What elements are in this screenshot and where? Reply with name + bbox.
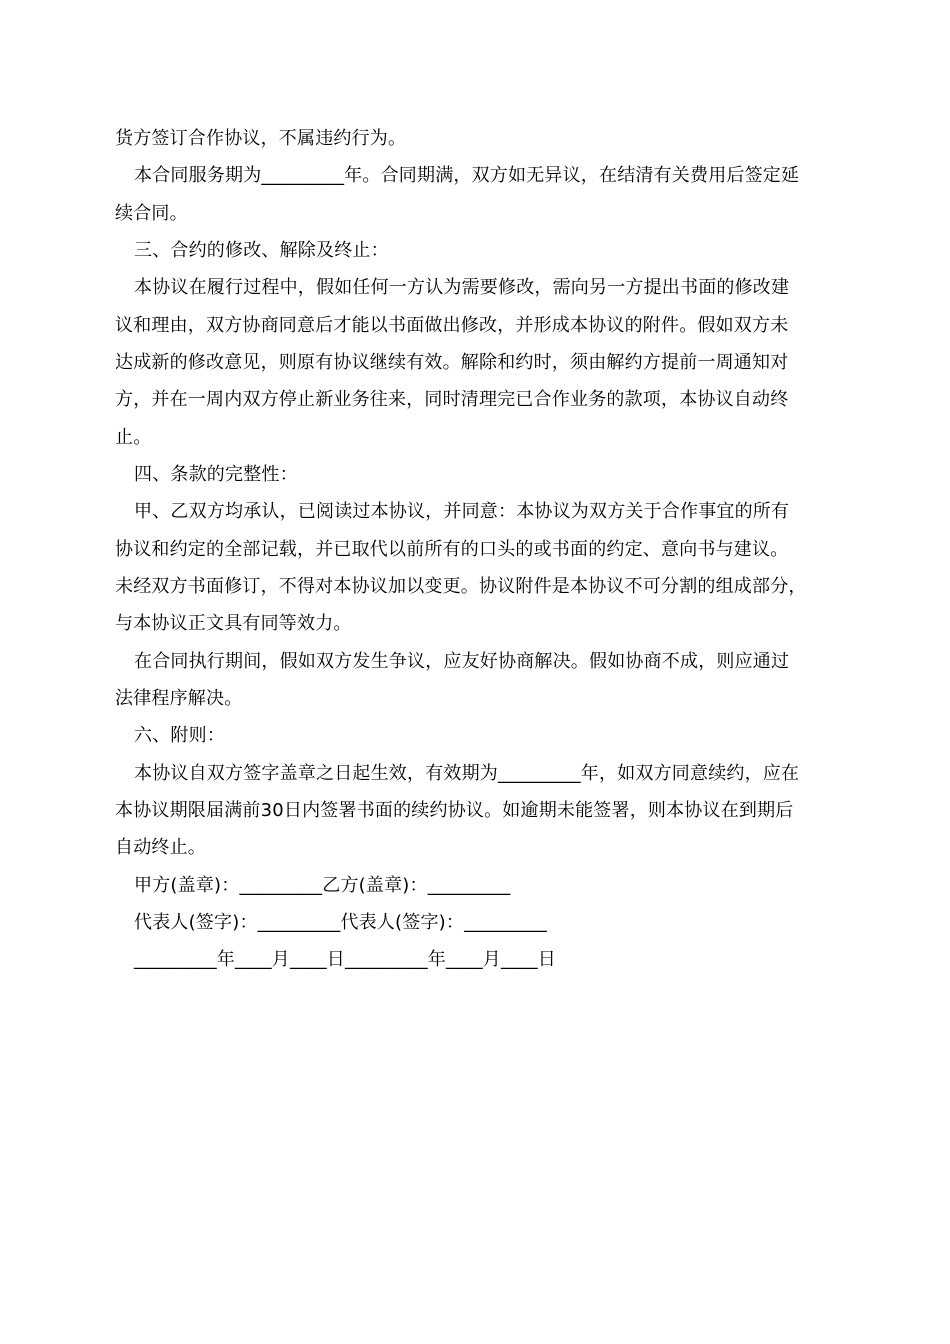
text-line: 协议和约定的全部记载，并已取代以前所有的口头的或书面的约定、意向书与建议。 (115, 539, 789, 560)
text-line: 本协议期限届满前30日内签署书面的续约协议。如逾期未能签署，则本协议在到期后 (115, 800, 794, 821)
section-heading-3: 三、合约的修改、解除及终止： (134, 240, 389, 261)
section-heading-6: 六、附则： (134, 725, 225, 746)
text-line: 未经双方书面修订，不得对本协议加以变更。协议附件是本协议不可分割的组成部分， (115, 576, 807, 597)
validity-term-line: 本协议自双方签字盖章之日起生效，有效期为_________年，如双方同意续约，应在 (134, 763, 800, 784)
text-line: 本协议在履行过程中，假如任何一方认为需要修改，需向另一方提出书面的修改建 (134, 277, 790, 298)
text-line: 货方签订合作协议，不属违约行为。 (115, 128, 407, 149)
text-line: 与本协议正文具有同等效力。 (115, 613, 352, 634)
text-line: 续合同。 (115, 203, 188, 224)
seal-line: 甲方(盖章)：_________乙方(盖章)：_________ (134, 875, 511, 896)
text-line: 自动终止。 (115, 837, 206, 858)
service-term-line: 本合同服务期为_________年。合同期满，双方如无异议，在结清有关费用后签定延 (134, 165, 800, 186)
text-line: 达成新的修改意见，则原有协议继续有效。解除和约时，须由解约方提前一周通知对 (115, 352, 789, 373)
text-line: 止。 (115, 427, 152, 448)
date-line: _________年____月____日_________年____月____日 (134, 949, 556, 970)
text-line: 方，并在一周内双方停止新业务往来，同时清理完已合作业务的款项，本协议自动终 (115, 389, 789, 410)
section-heading-4: 四、条款的完整性： (134, 464, 298, 485)
text-line: 议和理由，双方协商同意后才能以书面做出修改，并形成本协议的附件。假如双方未 (115, 315, 789, 336)
signature-line: 代表人(签字)：_________代表人(签字)：_________ (134, 912, 547, 933)
text-line: 在合同执行期间，假如双方发生争议，应友好协商解决。假如协商不成，则应通过 (134, 651, 790, 672)
text-line: 甲、乙双方均承认，已阅读过本协议，并同意：本协议为双方关于合作事宜的所有 (134, 501, 790, 522)
text-line: 法律程序解决。 (115, 688, 243, 709)
